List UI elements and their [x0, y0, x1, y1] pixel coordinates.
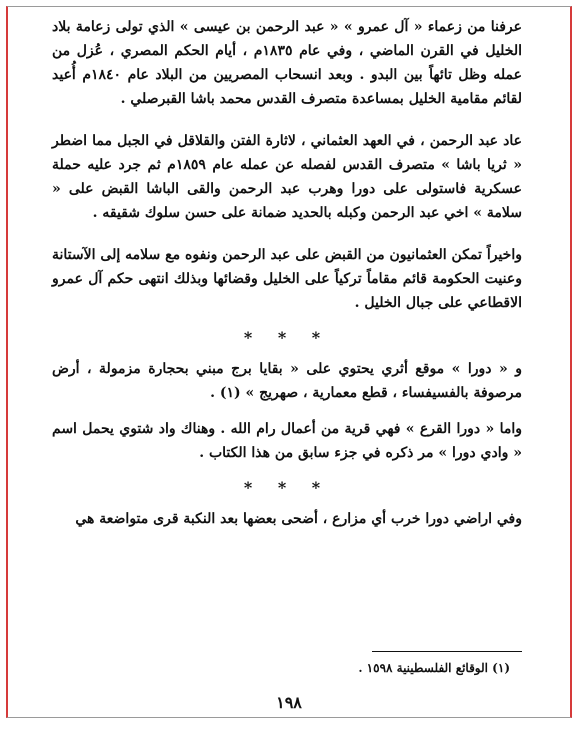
page-number: ١٩٨ — [276, 693, 302, 712]
paragraph-exile: واخيراً تمكن العثمانيون من القبض على عبد الرحمن ونفوه مع سلامه إلى الآستانة وعنيت الحكومة قائم مقاماً تركياً على الخليل وقضائها وبذلك انتهى حكم آل عمرو الاقطاعي على جبال الخليل . — [52, 247, 522, 311]
document-page — [6, 6, 572, 718]
paragraph-ottoman-era: عاد عبد الرحمن ، في العهد العثماني ، لاثارة الفتن والقلاقل في الجبل مما اضطر « ثريا باشا » متصرف القدس لفصله عن عمله عام ١٨٥٩م ثم جرد عليه حملة عسكرية فاستولى على دورا وهرب عبد الرحمن والقى الباشا القبض على « سلامة » اخي عبد الرحمن وكبله بالحديد ضمانة على حسن سلوك شقيقه . — [52, 133, 522, 221]
page-body — [52, 15, 522, 531]
paragraph-dura-al-qar: واما « دورا القرع » فهي قرية من أعمال رام الله . وهناك واد شتوي يحمل اسم « وادي دورا » مر ذكره في جزء سابق من هذا الكتاب . — [52, 421, 522, 461]
footnote-divider — [372, 651, 522, 652]
section-separator: * * * — [243, 328, 331, 347]
section-separator: * * * — [243, 478, 331, 497]
footnote: (١) الوقائع الفلسطينية ١٥٩٨ . — [358, 661, 510, 675]
paragraph-dura-lands: وفي اراضي دورا خرب أي مزارع ، أضحى بعضها بعد النكبة قرى متواضعة هي — [75, 511, 522, 527]
paragraph-dura-site: و « دورا » موقع أثري يحتوي على « بقايا برج مبني بحجارة مزمولة ، أرض مرصوفة بالفسيفساء ، قطع معمارية ، صهريج » (١) . — [52, 361, 522, 401]
paragraph-abd-al-rahman-intro: عرفنا من زعماء « آل عمرو » « عبد الرحمن بن عيسى » الذي تولى زعامة بلاد الخليل في القرن الماضي ، وفي عام ١٨٣٥م ، أيام الحكم المصري ، عُزل من عمله وظل تائهاً بين البدو . وبعد انسحاب المصريين من البلاد عام ١٨٤٠م أُعيد لقائم مقامية الخليل بمساعدة متصرف القدس محمد باشا القبرصلي . — [52, 19, 523, 107]
